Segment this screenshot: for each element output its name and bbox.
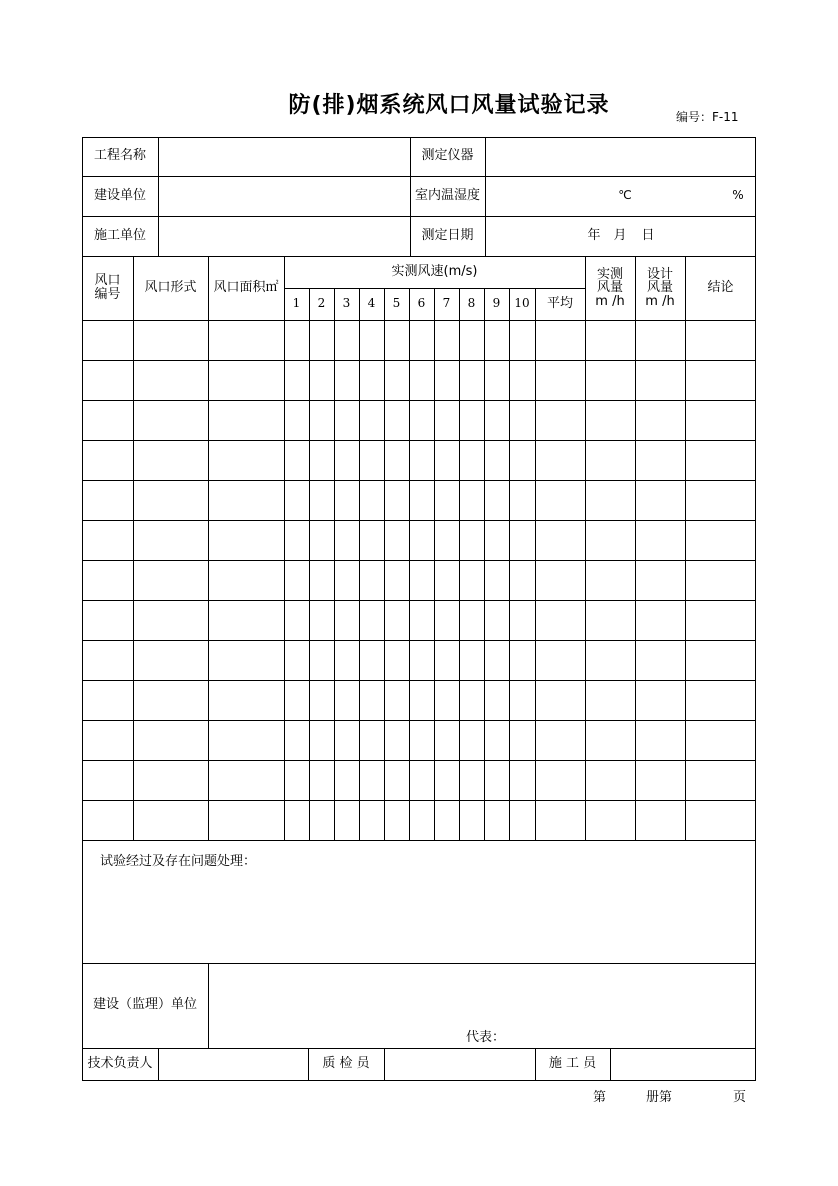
col-divider — [434, 288, 435, 840]
project-name-field[interactable] — [158, 137, 410, 176]
document-title: 防(排)烟系统风口风量试验记录 — [288, 93, 610, 118]
col-divider — [685, 256, 686, 840]
speed-point-1: 1 — [292, 296, 301, 311]
project-name-label: 工程名称 — [93, 148, 146, 164]
date-month: 月 — [613, 227, 627, 243]
table-row — [82, 520, 756, 521]
table-row — [82, 640, 756, 641]
test-date-label: 测定日期 — [421, 227, 474, 243]
humidity-unit: % — [732, 188, 744, 203]
speed-point-4: 4 — [367, 296, 376, 311]
temp-unit: ℃ — [618, 188, 632, 203]
contractor-label: 施工单位 — [93, 227, 146, 243]
speed-point-7: 7 — [442, 296, 451, 311]
col-divider — [133, 256, 134, 840]
table-row — [82, 800, 756, 801]
col-divider — [334, 288, 335, 840]
design-flow-header: 设计 风量 m /h — [645, 266, 675, 309]
table-row — [82, 560, 756, 561]
measured-flow-header: 实测 风量 m /h — [595, 266, 625, 309]
table-row — [82, 600, 756, 601]
footer-page-suffix: 页 — [733, 1090, 747, 1105]
temp-humidity-label: 室内温湿度 — [414, 187, 480, 203]
contractor-field[interactable] — [158, 216, 410, 256]
col-divider — [509, 288, 510, 840]
col-divider — [208, 256, 209, 840]
instrument-field[interactable] — [485, 137, 756, 176]
table-row — [82, 360, 756, 361]
col-divider — [535, 288, 536, 840]
notes-field[interactable] — [83, 841, 755, 963]
col-divider — [409, 288, 410, 840]
quality-inspector-signature-field[interactable] — [384, 1048, 535, 1081]
col-divider — [585, 256, 586, 840]
builder-field[interactable] — [158, 176, 410, 216]
col-divider — [635, 256, 636, 840]
table-row — [82, 720, 756, 721]
instrument-label: 测定仪器 — [421, 148, 474, 164]
speed-point-6: 6 — [417, 296, 426, 311]
quality-inspector-label: 质 检 员 — [322, 1056, 370, 1072]
supervision-label: 建设（监理）单位 — [92, 997, 197, 1013]
table-row — [82, 480, 756, 481]
speed-point-9: 9 — [492, 296, 501, 311]
speed-point-2: 2 — [317, 296, 326, 311]
constructor-label: 施 工 员 — [548, 1056, 597, 1072]
col-divider — [284, 256, 285, 840]
table-row — [82, 400, 756, 401]
outlet-type-header: 风口形式 — [144, 279, 197, 295]
measured-speed-header: 实测风速(m/s) — [391, 263, 478, 279]
table-row — [82, 680, 756, 681]
col-divider — [459, 288, 460, 840]
tech-lead-signature-field[interactable] — [158, 1048, 308, 1081]
table-row — [82, 440, 756, 441]
col-divider — [384, 288, 385, 840]
speed-point-8: 8 — [467, 296, 476, 311]
grid-header-bottom — [82, 320, 756, 321]
table-row — [82, 760, 756, 761]
col-divider — [484, 288, 485, 840]
outlet-area-header: 风口面积㎡ — [213, 279, 279, 295]
date-year: 年 — [587, 227, 601, 243]
constructor-signature-field[interactable] — [610, 1048, 756, 1081]
average-header: 平均 — [546, 295, 573, 311]
conclusion-header: 结论 — [707, 279, 734, 295]
date-day: 日 — [641, 227, 655, 243]
footer-volume-prefix: 第 — [593, 1090, 607, 1105]
builder-label: 建设单位 — [93, 187, 146, 203]
representative-label: 代表： — [466, 1030, 506, 1045]
col-divider — [359, 288, 360, 840]
notes-label: 试验经过及存在问题处理： — [100, 854, 257, 869]
col-divider — [309, 288, 310, 840]
speed-point-3: 3 — [342, 296, 351, 311]
col-divider — [208, 963, 209, 1048]
speed-point-5: 5 — [392, 296, 401, 311]
speed-point-10: 10 — [514, 296, 530, 311]
footer-volume-page: 册第 — [646, 1090, 673, 1105]
tech-lead-label: 技术负责人 — [87, 1056, 153, 1072]
outlet-no-header: 风口 编号 — [94, 273, 121, 302]
form-code: 编号：F-11 — [676, 110, 739, 124]
